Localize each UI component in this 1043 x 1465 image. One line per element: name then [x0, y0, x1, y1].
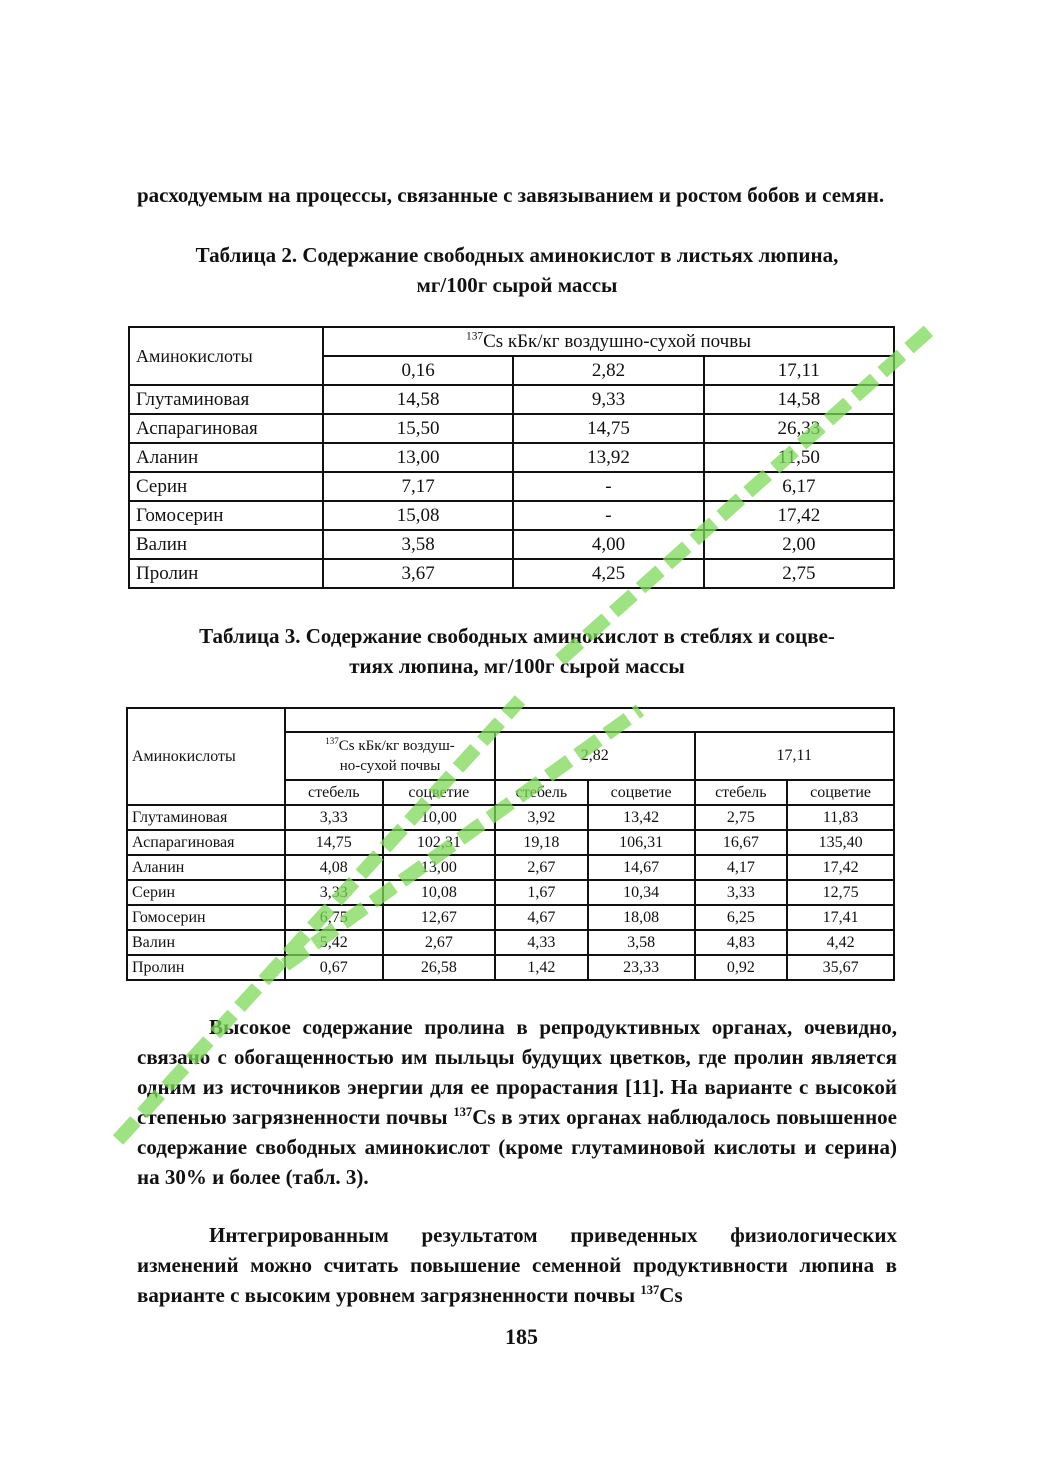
table3-cell: 3,33: [695, 880, 788, 905]
table3-level3: 17,11: [695, 732, 895, 780]
table3-cell: 2,75: [695, 805, 788, 830]
table3-subheader: соцветие: [383, 780, 495, 805]
isotope-sup: 137: [453, 1105, 473, 1119]
table2-caption-line1: Таблица 2. Содержание свободных аминокислот в листьях люпина,: [195, 243, 839, 267]
paragraph-integrated-a: Интегрированным результатом приведенных физиологических изменений можно считать повышение семенной продуктивности люпина в варианте с высоким уровнем загрязненности почвы: [137, 1223, 897, 1307]
table2-row-name: Аспарагиновая: [129, 414, 323, 443]
table3-row-name: Глутаминовая: [127, 805, 285, 830]
table2-body: [129, 385, 894, 588]
table3-cell: 1,67: [495, 880, 588, 905]
table3-cell: 19,18: [495, 830, 588, 855]
page-number: 185: [505, 1324, 538, 1349]
table2-cell: 4,00: [513, 530, 703, 559]
table3-cell: 11,83: [787, 805, 894, 830]
isotope-sup: 137: [640, 1283, 660, 1297]
table2-level: 0,16: [323, 356, 513, 385]
table3-row-name: Серин: [127, 880, 285, 905]
table2-cell: 13,92: [513, 443, 703, 472]
table2-row: [129, 472, 894, 501]
table3-cell: 12,67: [383, 905, 495, 930]
table2-row-name: Гомосерин: [129, 501, 323, 530]
table3-caption: [137, 621, 897, 681]
table2-cell: 9,33: [513, 385, 703, 414]
table3-row: [127, 955, 894, 980]
table2: [128, 326, 895, 589]
table2-group-header: [323, 327, 894, 356]
table2-cell: 14,75: [513, 414, 703, 443]
table3-cell: 4,08: [285, 855, 383, 880]
table2-row: [129, 385, 894, 414]
table3-cell: 17,42: [787, 855, 894, 880]
table3-subheader: стебель: [495, 780, 588, 805]
table3-row: [127, 855, 894, 880]
table3-cell: 3,58: [588, 930, 695, 955]
table3-row-name: Валин: [127, 930, 285, 955]
table3-row-name: Аспарагиновая: [127, 830, 285, 855]
table3-cell: 4,83: [695, 930, 788, 955]
table3-cell: 0,92: [695, 955, 788, 980]
table3-cell: 12,75: [787, 880, 894, 905]
table3-cell: 23,33: [588, 955, 695, 980]
table3-cell: 0,67: [285, 955, 383, 980]
table3-cell: 5,42: [285, 930, 383, 955]
table2-cell: -: [513, 501, 703, 530]
table3-cell: 4,17: [695, 855, 788, 880]
table2-cell: 14,58: [704, 385, 894, 414]
table3-row: [127, 905, 894, 930]
table2-cell: 26,33: [704, 414, 894, 443]
table3-cell: 4,42: [787, 930, 894, 955]
table3-cell: 18,08: [588, 905, 695, 930]
table3-group-header: [285, 732, 495, 780]
table2-row-name: Серин: [129, 472, 323, 501]
table3-group-line2: но-сухой почвы: [339, 758, 441, 774]
table2-level: 17,11: [704, 356, 894, 385]
table2-row-name: Пролин: [129, 559, 323, 588]
table3-cell: 10,08: [383, 880, 495, 905]
paragraph-integrated: [137, 1220, 897, 1310]
intro-paragraph: расходуемым на процессы, связанные с завязыванием и ростом бобов и семян.: [137, 183, 885, 207]
isotope-sup: 137: [325, 736, 339, 746]
table3-cell: 102,31: [383, 830, 495, 855]
table3-body: [127, 805, 894, 980]
table3-caption-line2: тиях люпина, мг/100г сырой массы: [349, 654, 685, 678]
table3-subheader: стебель: [695, 780, 788, 805]
table3-subheader: стебель: [285, 780, 383, 805]
table2-caption-line2: мг/100г сырой массы: [416, 273, 618, 297]
table3-row: [127, 830, 894, 855]
table2-cell: 15,50: [323, 414, 513, 443]
table2-level: 2,82: [513, 356, 703, 385]
table2-cell: 2,75: [704, 559, 894, 588]
table2-cell: 15,08: [323, 501, 513, 530]
table3-empty-header: [285, 708, 894, 732]
table3-row-name: Аланин: [127, 855, 285, 880]
table3-cell: 14,75: [285, 830, 383, 855]
paragraph-proline-b: Cs в этих органах наблюдалось повышенное содержание свободных аминокислот (кроме глутаминовой кислоты и серина) на 30% и более (табл. 3).: [137, 1105, 898, 1189]
table3-cell: 13,42: [588, 805, 695, 830]
table2-cell: -: [513, 472, 703, 501]
table3-cell: 10,00: [383, 805, 495, 830]
table2-group-header-text: Cs кБк/кг воздушно-сухой почвы: [483, 330, 751, 352]
table3-cell: 16,67: [695, 830, 788, 855]
table3-row-name: Гомосерин: [127, 905, 285, 930]
table2-row-name: Валин: [129, 530, 323, 559]
table2-row: [129, 443, 894, 472]
table2-row: [129, 559, 894, 588]
table2-cell: 3,67: [323, 559, 513, 588]
table3-caption-line1: Таблица 3. Содержание свободных аминокислот в стеблях и соцве-: [199, 624, 835, 648]
table3-cell: 135,40: [787, 830, 894, 855]
table2-cell: 2,00: [704, 530, 894, 559]
table3-row-name: Пролин: [127, 955, 285, 980]
table3-cell: 35,67: [787, 955, 894, 980]
table3-cell: 3,92: [495, 805, 588, 830]
table3-cell: 1,42: [495, 955, 588, 980]
table3-cell: 14,67: [588, 855, 695, 880]
table2-cell: 14,58: [323, 385, 513, 414]
table2-cell: 11,50: [704, 443, 894, 472]
table3-cell: 2,67: [495, 855, 588, 880]
table3-cell: 13,00: [383, 855, 495, 880]
table2-col-header: Аминокислоты: [129, 327, 323, 385]
table3-subheader: соцветие: [588, 780, 695, 805]
table2-cell: 6,17: [704, 472, 894, 501]
isotope-sup: 137: [466, 330, 484, 343]
paragraph-proline: [137, 1012, 897, 1192]
table3-cell: 10,34: [588, 880, 695, 905]
table3-cell: 26,58: [383, 955, 495, 980]
table2-row-name: Аланин: [129, 443, 323, 472]
table3-col-header: Аминокислоты: [127, 708, 285, 805]
table2-cell: 4,25: [513, 559, 703, 588]
table3-row: [127, 880, 894, 905]
table3-level2: 2,82: [495, 732, 694, 780]
table2-row-name: Глутаминовая: [129, 385, 323, 414]
table2-cell: 13,00: [323, 443, 513, 472]
table3-cell: 17,41: [787, 905, 894, 930]
table2-row: [129, 530, 894, 559]
table3-cell: 3,33: [285, 880, 383, 905]
paragraph-integrated-b: Cs: [659, 1283, 683, 1307]
table2-row: [129, 501, 894, 530]
table2-caption: [137, 240, 897, 300]
table3-group-line1: Cs кБк/кг воздуш-: [338, 738, 455, 754]
table3-cell: 6,75: [285, 905, 383, 930]
paragraph-proline-a: Высокое содержание пролина в репродуктивных органах, очевидно, связано с обогащенностью им пыльцы будущих цветков, где пролин является одним из источников энергии для ее прорастания [11]. На варианте с высокой степенью загрязненности почвы: [137, 1015, 897, 1129]
table2-cell: 17,42: [704, 501, 894, 530]
table3-cell: 4,33: [495, 930, 588, 955]
table3-cell: 6,25: [695, 905, 788, 930]
table3-cell: 3,33: [285, 805, 383, 830]
table2-row: [129, 414, 894, 443]
table3-cell: 106,31: [588, 830, 695, 855]
table3-cell: 4,67: [495, 905, 588, 930]
table3-row: [127, 805, 894, 830]
table2-cell: 3,58: [323, 530, 513, 559]
table2-cell: 7,17: [323, 472, 513, 501]
table3-cell: 2,67: [383, 930, 495, 955]
table3: [126, 707, 895, 981]
table3-subheader: соцветие: [787, 780, 894, 805]
table3-row: [127, 930, 894, 955]
